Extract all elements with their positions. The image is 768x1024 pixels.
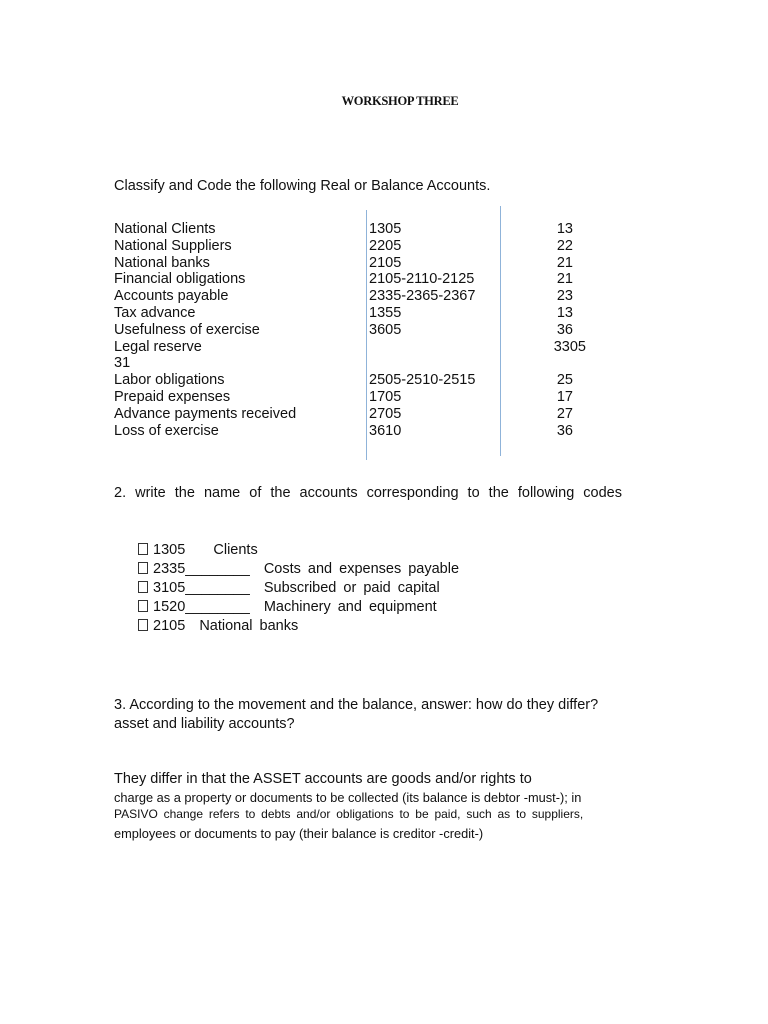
section2-question: 2. write the name of the accounts corresponding to the following codes bbox=[114, 485, 622, 501]
checkbox-glyph-icon bbox=[138, 600, 148, 612]
code-list bbox=[138, 541, 459, 636]
section3-answer-line2: charge as a property or documents to be collected (its balance is debtor -must-); in bbox=[114, 790, 582, 805]
account-code: 2335-2365-2367 bbox=[369, 288, 476, 305]
account-group: 25 bbox=[556, 372, 573, 389]
list-item bbox=[138, 598, 459, 617]
list-item-text: 1520________ Machinery and equipment bbox=[153, 599, 437, 615]
list-item bbox=[138, 617, 459, 636]
account-name: Advance payments received bbox=[114, 405, 297, 422]
checkbox-glyph-icon bbox=[138, 619, 148, 631]
checkbox-glyph-icon bbox=[138, 562, 148, 574]
list-item-text: 2105 National banks bbox=[153, 618, 299, 634]
account-code: 2205 bbox=[369, 237, 402, 254]
account-name: National Suppliers bbox=[114, 237, 232, 254]
account-group: 17 bbox=[556, 388, 573, 405]
account-group: 13 bbox=[556, 304, 573, 321]
section3-answer-line4: employees or documents to pay (their balance is creditor -credit-) bbox=[114, 826, 484, 841]
account-name: National banks bbox=[114, 254, 210, 271]
account-group: 22 bbox=[556, 237, 573, 254]
account-name: National Clients bbox=[114, 221, 216, 237]
account-code: 2705 bbox=[369, 405, 402, 422]
account-code: 2105-2110-2125 bbox=[369, 271, 475, 288]
account-code: 3605 bbox=[369, 321, 402, 338]
account-name: Financial obligations bbox=[114, 271, 246, 288]
account-name: Usefulness of exercise bbox=[114, 321, 260, 338]
account-code: 1305 bbox=[369, 221, 402, 237]
account-name: Legal reserve bbox=[114, 338, 202, 355]
section3-question-line1: 3. According to the movement and the balance, answer: how do they differ? bbox=[114, 697, 599, 713]
account-group: 13 bbox=[556, 221, 573, 237]
checkbox-glyph-icon bbox=[138, 543, 148, 555]
account-name: Tax advance bbox=[114, 304, 196, 321]
list-item bbox=[138, 541, 459, 560]
section1-instruction: Classify and Code the following Real or Balance Accounts. bbox=[114, 178, 491, 194]
account-group: 36 bbox=[556, 321, 573, 338]
list-item-text: 1305 Clients bbox=[153, 542, 258, 558]
account-code: 2505-2510-2515 bbox=[369, 372, 476, 389]
list-item bbox=[138, 579, 459, 598]
list-item-text: 2335________ Costs and expenses payable bbox=[153, 561, 460, 577]
account-name: Loss of exercise bbox=[114, 422, 219, 439]
account-name: Labor obligations bbox=[114, 372, 225, 389]
column-divider-left bbox=[366, 210, 367, 460]
checkbox-glyph-icon bbox=[138, 581, 148, 593]
account-name: Prepaid expenses bbox=[114, 388, 231, 405]
list-item-text: 3105________ Subscribed or paid capital bbox=[153, 580, 440, 596]
account-group: 36 bbox=[556, 422, 573, 439]
account-code: 2105 bbox=[369, 254, 402, 271]
account-name: 31 bbox=[114, 355, 131, 372]
account-group: 23 bbox=[556, 288, 573, 305]
document-title: WORKSHOP THREE bbox=[341, 94, 459, 108]
account-group: 3305 bbox=[553, 338, 586, 355]
list-item bbox=[138, 560, 459, 579]
account-code: 1355 bbox=[369, 304, 402, 321]
section3-question-line2: asset and liability accounts? bbox=[114, 716, 295, 732]
account-group: 27 bbox=[556, 405, 573, 422]
account-code: 1705 bbox=[369, 388, 402, 405]
section3-answer-line1: They differ in that the ASSET accounts are goods and/or rights to bbox=[114, 771, 532, 787]
account-code: 3610 bbox=[369, 422, 402, 439]
account-group: 21 bbox=[556, 271, 573, 288]
account-name: Accounts payable bbox=[114, 288, 229, 305]
account-group: 21 bbox=[556, 254, 573, 271]
section3-answer-line3: PASIVO change refers to debts and/or obligations to be paid, such as to suppliers, bbox=[114, 807, 584, 821]
